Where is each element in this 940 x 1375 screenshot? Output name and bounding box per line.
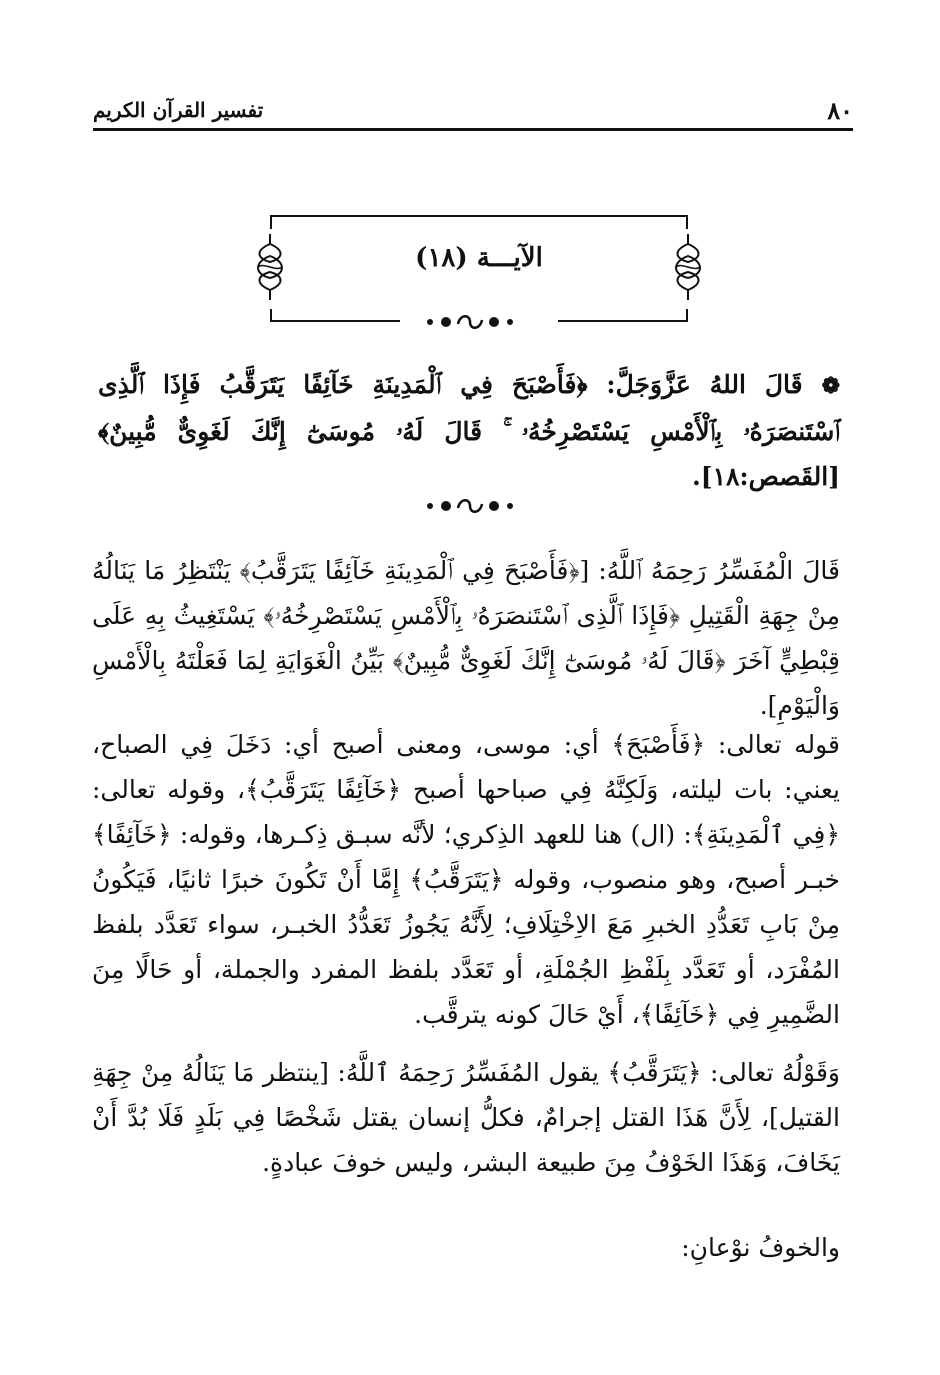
knot-ornament-left-icon [250, 232, 290, 302]
verse-paragraph [98, 362, 840, 499]
verse-heading-title: الآيـــة (١٨) [415, 243, 543, 273]
knot-ornament-right-icon [668, 232, 708, 302]
flower-marker-icon: ❁ [821, 373, 840, 399]
verse-text: قَالَ اللهُ عَزَّوَجَلَّ: ﴿فَأَصْبَحَ فِي ٱلْمَدِينَةِ خَآئِفًا يَتَرَقَّبُ فَإِذَا ٱلَّذِى ٱسْتَنصَرَهُۥ بِٱلْأَمْسِ يَسْتَصْرِخُهُۥ ۚ قَالَ لَهُۥ مُوسَىٰٓ إِنَّكَ لَغَوِىٌّ مُّبِينٌ﴾ [القَصص:١٨]. [98, 370, 840, 491]
commentary-paragraph: والخوفُ نوْعانِ: [681, 1233, 840, 1262]
commentary-paragraph: قَالَ الْمُفَسِّرُ رَحِمَهُ ٱللَّهُ: [﴿فَأَصْبَحَ فِي ٱلْمَدِينَةِ خَآئِفًا يَتَرَقَّبُ﴾ يَنْتَظِرُ مَا يَنَالُهُ مِنْ جِهَةِ الْقَتِيلِ ﴿فَإِذَا ٱلَّذِى ٱسْتَنصَرَهُۥ بِٱلْأَمْسِ يَسْتَصْرِخُهُۥ﴾ يَسْتَغِيثُ بِهِ عَلَى قِبْطِيٍّ آخَرَ ﴿قَالَ لَهُۥ مُوسَىٰٓ إِنَّكَ لَغَوِىٌّ مُّبِينٌ﴾ بَيِّنُ الْغَوَايَةِ لِمَا فَعَلْتَهُ بِالْأَمْسِ وَالْيَوْمِ]. [92, 556, 840, 720]
book-title: تفسير القرآن الكريم [93, 98, 264, 122]
page-number: ٨٠ [827, 96, 853, 125]
verse-heading-frame [270, 215, 688, 323]
running-header [93, 96, 853, 128]
dots-separator-icon [400, 494, 540, 518]
header-rule [93, 128, 853, 131]
commentary-paragraph: قوله تعالى: ﴿فَأَصْبَحَ﴾ أي: موسى، ومعنى أصبح أي: دَخَلَ فِي الصباح، يعني: بات ليلته، وَلَكِنَّهُ فِي صباحها أصبح ﴿خَآئِفًا يَتَرَقَّبُ﴾، وقوله تعالى: ﴿فِي ٱلْمَدِينَةِ﴾: (ال) هنا للعهد الذِكري؛ لأنَّه سبـق ذِكـرها، وقوله: ﴿خَآئِفًا﴾ خبـر أصبح، وهو منصوب، وقوله ﴿يَتَرَقَّبُ﴾ إِمَّا أَنْ تَكُونَ خبرًا ثانيًا، فَيَكُونُ مِنْ بَابِ تَعَدُّدِ الخبرِ مَعَ الاِخْتِلَافِ؛ لِأَنَّهُ يَجُوزُ تَعَدُّدُ الخبـر، سواء تَعَدَّد بلفظ المُفْرَد، أو تَعَدَّد بِلَفْظِ الجُمْلَةِ، أو تَعَدَّد بلفظ المفرد والجملة، أو حَالًا مِنَ الضَّمِيرِ فِي ﴿خَآئِفًا﴾، أَيْ حَالَ كونه يترقَّب. [92, 730, 840, 1029]
dots-separator-icon [400, 310, 540, 334]
commentary-paragraph: وَقَوْلُهُ تعالى: ﴿يَتَرَقَّبُ﴾ يقول المُفَسِّرُ رَحِمَهُ ٱللَّهُ: [ينتظر مَا يَنَالُهُ مِنْ جِهَةِ القتيل]، لِأَنَّ هَذَا القتل إجرامٌ، فكلُّ إنسان يقتل شَخْصًا فِي بَلَدٍ فَلَا بُدَّ أَنْ يَخَافَ، وَهَذَا الخَوْفُ مِنَ طبيعة البشر، وليس خوفَ عبادةٍ. [92, 1058, 840, 1177]
